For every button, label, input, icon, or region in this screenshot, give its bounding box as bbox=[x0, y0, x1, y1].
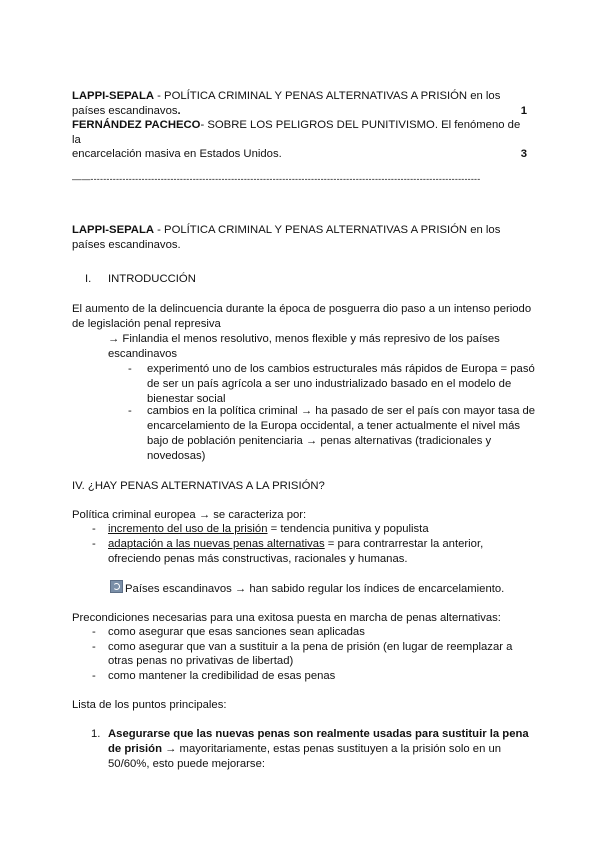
toc-entry-2-cont[interactable] bbox=[72, 147, 527, 162]
politica-note bbox=[110, 580, 504, 597]
politica-item-desc-cont: ofreciendo penas más constructivas, racionales y humanas. bbox=[108, 553, 408, 565]
politica-item bbox=[108, 537, 483, 552]
intro-text-cont: de legislación penal represiva bbox=[72, 318, 221, 330]
toc bbox=[72, 89, 527, 162]
precond-item: como asegurar que esas sanciones sean aplicadas bbox=[108, 626, 365, 638]
bullet-text: de ser un país agrícola a ser uno industrializado basado en el modelo de bbox=[147, 378, 512, 390]
list-item-bold-cont: de prisión bbox=[108, 743, 162, 755]
bullet-text: cambios en la política criminal → ha pasado de ser el país con mayor tasa de bbox=[147, 405, 536, 417]
section-number: I. bbox=[85, 273, 92, 285]
list-item-text: → mayoritariamente, estas penas sustituyen a la prisión solo en un bbox=[161, 743, 502, 755]
section-heading bbox=[72, 223, 532, 253]
politica-item bbox=[108, 522, 429, 537]
toc-entry-author: LAPPI-SEPALA bbox=[72, 90, 155, 102]
toc-entry-title-cont: encarcelación masiva en Estados Unidos. bbox=[72, 148, 282, 160]
precond-lead: Precondiciones necesarias para una exitosa puesta en marcha de penas alternativas: bbox=[72, 612, 501, 624]
toc-entry-1-cont[interactable] bbox=[72, 104, 527, 119]
precond-item: como asegurar que van a sustituir a la pena de prisión (en lugar de reemplazar a bbox=[108, 641, 513, 653]
intro-arrow-line-cont: escandinavos bbox=[108, 348, 178, 360]
heading-title-cont: países escandinavos. bbox=[72, 239, 181, 251]
bullet-dash: - bbox=[128, 363, 132, 375]
toc-page-number: 1 bbox=[520, 104, 527, 117]
bullet-text: novedosas) bbox=[147, 450, 206, 462]
bullet-text: experimentó uno de los cambios estructurales más rápidos de Europa = pasó bbox=[147, 363, 535, 375]
politica-lead: Política criminal europea → se caracteriza por: bbox=[72, 509, 307, 521]
toc-separator: ——-------------------------------------------------------------------------------------------------------------------------- bbox=[72, 174, 481, 184]
bullet-dash: - bbox=[92, 523, 96, 535]
toc-entry-1[interactable] bbox=[72, 89, 527, 104]
bullet-dash: - bbox=[92, 670, 96, 682]
heading-title: - POLÍTICA CRIMINAL Y PENAS ALTERNATIVAS A PRISIÓN en los bbox=[154, 224, 501, 236]
politica-item-desc: = tendencia punitiva y populista bbox=[267, 523, 429, 535]
bullet-dash: - bbox=[92, 538, 96, 550]
toc-page-number: 3 bbox=[520, 148, 527, 160]
toc-entry-2[interactable] bbox=[72, 118, 527, 147]
list-item-bold: Asegurarse que las nuevas penas son realmente usadas para sustituir la pena bbox=[108, 728, 529, 740]
intro-text: El aumento de la delincuencia durante la época de posguerra dio paso a un intenso periodo bbox=[72, 303, 532, 315]
toc-entry-title: - SOBRE LOS PELIGROS DEL PUNITIVISMO. El fenómeno de la bbox=[72, 119, 521, 146]
refresh-icon bbox=[110, 580, 123, 593]
toc-entry-title-end: . bbox=[177, 104, 181, 117]
precond-item: como mantener la credibilidad de esas penas bbox=[108, 670, 336, 682]
politica-item-key: incremento del uso de la prisión bbox=[108, 523, 268, 535]
bullet-text: encarcelamiento de la Europa occidental, a tener actualmente el nivel más bbox=[147, 420, 521, 432]
toc-entry-title-cont: países escandinavos bbox=[72, 104, 178, 117]
list-number: 1. bbox=[91, 728, 101, 740]
toc-entry-title: - POLÍTICA CRIMINAL Y PENAS ALTERNATIVAS A PRISIÓN en los bbox=[154, 90, 501, 102]
bullet-text: bienestar social bbox=[147, 393, 226, 405]
list-item-line bbox=[108, 742, 501, 757]
toc-entry-author: FERNÁNDEZ PACHECO bbox=[72, 119, 201, 131]
section-title: IV. ¿HAY PENAS ALTERNATIVAS A LA PRISIÓN? bbox=[72, 480, 325, 492]
list-item-text-cont: 50/60%, esto puede mejorarse: bbox=[108, 758, 265, 770]
heading-author: LAPPI-SEPALA bbox=[72, 224, 155, 236]
bullet-dash: - bbox=[92, 626, 96, 638]
bullet-dash: - bbox=[128, 405, 132, 417]
politica-note-text: Países escandinavos → han sabido regular los índices de encarcelamiento. bbox=[125, 583, 505, 595]
precond-item-cont: otras penas no privativas de libertad) bbox=[108, 655, 294, 667]
bullet-text: bajo de población penitenciaria → penas alternativas (tradicionales y bbox=[147, 435, 492, 447]
lista-lead: Lista de los puntos principales: bbox=[72, 699, 227, 711]
politica-item-key: adaptación a las nuevas penas alternativas bbox=[108, 538, 325, 550]
section-title: INTRODUCCIÓN bbox=[108, 273, 196, 285]
politica-item-desc: = para contrarrestar la anterior, bbox=[324, 538, 484, 550]
bullet-dash: - bbox=[92, 641, 96, 653]
intro-arrow-line: → Finlandia el menos resolutivo, menos flexible y más represivo de los países bbox=[108, 333, 500, 345]
